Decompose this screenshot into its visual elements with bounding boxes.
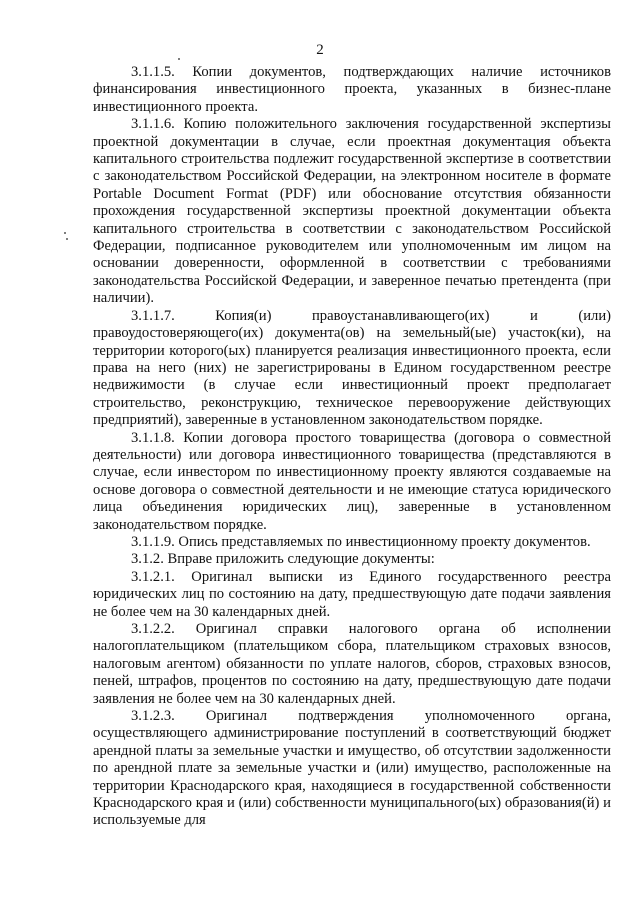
page-number: 2 [316,42,324,58]
scan-speck [178,58,180,60]
paragraph-3-1-1-7: 3.1.1.7. Копия(и) правоустанавливающего(их) и (или) правоудостоверяющего(их) документа(ов) на земельный(ые) участок(ки), на территории которого(ых) планируется реализация инвестиционного проекта, если права на него (них) не зарегистрированы в Едином государственном реестре недвижимости (в случае если инвестиционный проект предполагает строительство, реконструкцию, техническое перевооружение действующих предприятий), заверенные в установленном законодательством порядке. [93,307,611,429]
paragraph-3-1-2-2: 3.1.2.2. Оригинал справки налогового органа об исполнении налогоплательщиком (плательщиком сбора, плательщиком страховых взносов, налоговым агентом) обязанности по уплате налогов, сборов, страховых взносов, пеней, штрафов, процентов по состоянию на дату, предшествующую дате подачи заявления не более чем на 30 календарных дней. [93,621,611,707]
paragraph-3-1-1-8: 3.1.1.8. Копии договора простого товарищества (договора о совместной деятельности) или договора инвестиционного товарищества (представляются в случае, если инвестором по инвестиционному проекту являются создаваемые на основе договора о совместной деятельности и не имеющие статуса юридического лица объединения юридических лиц), заверенные в установленном законодательством порядке. [93,429,611,533]
paragraph-3-1-1-6: 3.1.1.6. Копию положительного заключения государственной экспертизы проектной документации в случае, если проектная документация объекта капитального строительства подлежит государственной экспертизе в соответствии с законодательством Российской Федерации, на электронном носителе в формате Portable Document Format (PDF) или обоснование отсутствия обязанности прохождения государственной экспертизы проектной документации объекта капитального строительства в соответствии с законодательством Российской Федерации, подписанное руководителем или уполномоченным им лицом на основании доверенности, оформленной в соответствии с требованиями законодательства Российской Федерации, и заверенное печатью претендента (при наличии). [93,116,611,307]
paragraph-3-1-2-3: 3.1.2.3. Оригинал подтверждения уполномоченного органа, осуществляющего администрирование поступлений в соответствующий бюджет арендной платы за земельные участки и имущество, об отсутствии задолженности по арендной плате за земельные участки и (или) имущество, расположенные на территории Краснодарского края, находящиеся в государственной собственности Краснодарского края и (или) собственности муниципального(ых) образования(й) и используемые для [93,708,611,829]
document-body [93,64,611,830]
paragraph-3-1-2-1: 3.1.2.1. Оригинал выписки из Единого государственного реестра юридических лиц по состоянию на дату, предшествующую дате подачи заявления не более чем на 30 календарных дней. [93,568,611,620]
scan-speck [64,232,66,234]
paragraph-3-1-2: 3.1.2. Вправе приложить следующие документы: [131,551,435,568]
paragraph-3-1-1-9: 3.1.1.9. Опись представляемых по инвестиционному проекту документов. [131,533,591,550]
scan-speck [66,238,68,240]
paragraph-3-1-1-5: 3.1.1.5. Копии документов, подтверждающих наличие источников финансирования инвестиционного проекта, указанных в бизнес-плане инвестиционного проекта. [93,64,611,115]
